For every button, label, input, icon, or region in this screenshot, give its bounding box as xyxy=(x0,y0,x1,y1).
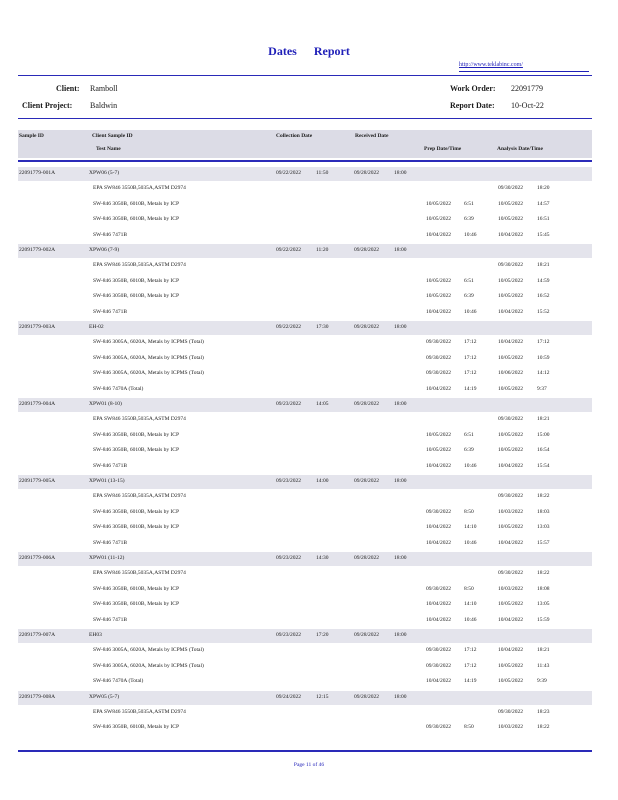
test-name: SW-846 3050B, 6010B, Metals by ICP xyxy=(93,277,180,284)
prep-date: 10/05/2022 xyxy=(426,431,452,438)
test-name: EPA SW846 3550B,5035A,ASTM D2974 xyxy=(93,570,186,577)
analysis-date: 09/30/2022 xyxy=(498,185,524,192)
header-bottom-rule xyxy=(18,118,592,119)
prep-time: 17:12 xyxy=(464,370,477,377)
sample-id: 22091779-003A xyxy=(19,324,56,330)
analysis-date: 10/05/2022 xyxy=(498,431,524,438)
received-date: 09/28/2022 xyxy=(354,693,380,700)
client-sample-id: EH03 xyxy=(89,632,102,638)
analysis-time: 14:59 xyxy=(537,277,550,284)
prep-date: 10/05/2022 xyxy=(426,277,452,284)
test-name: SW-846 3050B, 6010B, Metals by ICP xyxy=(93,524,180,531)
test-name: SW-846 3050B, 6010B, Metals by ICP xyxy=(93,601,180,608)
prep-date: 10/05/2022 xyxy=(426,447,452,454)
sample-row xyxy=(18,629,592,643)
prep-time: 10:46 xyxy=(464,462,477,469)
prep-date: 09/30/2022 xyxy=(426,662,452,669)
col-analysis-datetime: Analysis Date/Time xyxy=(497,146,543,152)
test-name: SW-846 3050B, 6010B, Metals by ICP xyxy=(93,585,180,592)
analysis-date: 10/05/2022 xyxy=(498,678,524,685)
collection-time: 17:20 xyxy=(316,632,329,638)
sample-id: 22091779-004A xyxy=(19,401,56,407)
prep-date: 09/30/2022 xyxy=(426,339,452,346)
analysis-time: 15:59 xyxy=(537,616,550,623)
collection-date: 09/22/2022 xyxy=(276,170,302,176)
prep-date: 09/30/2022 xyxy=(426,585,452,592)
analysis-date: 10/05/2022 xyxy=(498,293,524,300)
collection-time: 11:50 xyxy=(316,170,329,176)
test-name: SW-846 7471B xyxy=(93,462,128,469)
prep-date: 10/04/2022 xyxy=(426,308,452,315)
prep-date: 09/30/2022 xyxy=(426,508,452,515)
analysis-time: 18:22 xyxy=(537,724,550,731)
test-name: SW-846 3050B, 6010B, Metals by ICP xyxy=(93,447,180,454)
received-date: 09/28/2022 xyxy=(354,632,380,638)
work-order-label: Work Order: xyxy=(450,84,496,93)
collection-date: 09/23/2022 xyxy=(276,401,302,407)
analysis-time: 14:57 xyxy=(537,200,550,207)
prep-date: 10/04/2022 xyxy=(426,524,452,531)
analysis-date: 10/04/2022 xyxy=(498,539,524,546)
test-name: SW-846 3050B, 6010B, Metals by ICP xyxy=(93,431,180,438)
received-time: 18:00 xyxy=(394,324,407,330)
client-sample-id: XPW01 (8-10) xyxy=(89,401,122,407)
client-value: Ramboll xyxy=(90,84,118,93)
client-sample-id: XPW06 (5-7) xyxy=(89,170,120,176)
lab-website-link[interactable]: http://www.teklabinc.com/ xyxy=(459,62,523,68)
collection-time: 17:30 xyxy=(316,324,329,330)
collection-time: 12:15 xyxy=(316,693,329,700)
table-bottom-rule xyxy=(18,750,592,752)
sample-id: 22091779-001A xyxy=(19,170,56,176)
prep-time: 10:46 xyxy=(464,616,477,623)
test-name: SW-846 3050B, 6010B, Metals by ICP xyxy=(93,200,180,207)
col-test-name: Test Name xyxy=(96,146,121,152)
analysis-time: 9:37 xyxy=(537,385,547,392)
report-date-label: Report Date: xyxy=(450,101,495,110)
analysis-date: 10/03/2022 xyxy=(498,585,524,592)
prep-time: 14:10 xyxy=(464,524,477,531)
test-name: SW-846 7471B xyxy=(93,539,128,546)
received-time: 18:00 xyxy=(394,478,407,484)
analysis-time: 18:21 xyxy=(537,262,550,269)
analysis-date: 10/04/2022 xyxy=(498,462,524,469)
prep-time: 8:50 xyxy=(464,508,474,515)
analysis-time: 15:54 xyxy=(537,462,550,469)
prep-date: 09/30/2022 xyxy=(426,370,452,377)
prep-time: 10:46 xyxy=(464,308,477,315)
prep-time: 8:50 xyxy=(464,724,474,731)
sample-row xyxy=(18,321,592,335)
test-name: SW-846 3005A, 6020A, Metals by ICPMS (Total) xyxy=(93,662,204,669)
analysis-date: 10/05/2022 xyxy=(498,601,524,608)
test-name: SW-846 7471B xyxy=(93,308,128,315)
received-date: 09/28/2022 xyxy=(354,478,380,484)
analysis-time: 18:08 xyxy=(537,585,550,592)
analysis-date: 10/05/2022 xyxy=(498,385,524,392)
prep-date: 10/05/2022 xyxy=(426,293,452,300)
test-name: EPA SW846 3550B,5035A,ASTM D2974 xyxy=(93,416,186,423)
prep-date: 09/30/2022 xyxy=(426,354,452,361)
test-name: EPA SW846 3550B,5035A,ASTM D2974 xyxy=(93,709,186,715)
test-name: SW-846 7471B xyxy=(93,616,128,623)
test-name: SW-846 7470A (Total) xyxy=(93,385,144,392)
analysis-time: 18:20 xyxy=(537,185,550,192)
analysis-date: 10/04/2022 xyxy=(498,231,524,238)
analysis-time: 18:23 xyxy=(537,709,550,715)
client-sample-id: EH-02 xyxy=(89,324,104,330)
sample-id: 22091779-007A xyxy=(19,632,56,638)
analysis-time: 10:59 xyxy=(537,354,550,361)
analysis-time: 11:43 xyxy=(537,662,550,669)
test-name: SW-846 7470A (Total) xyxy=(93,678,144,685)
analysis-date: 10/05/2022 xyxy=(498,524,524,531)
analysis-time: 16:52 xyxy=(537,293,550,300)
sample-id: 22091779-002A xyxy=(19,247,56,253)
analysis-time: 13:03 xyxy=(537,524,550,531)
test-name: SW-846 7471B xyxy=(93,231,128,238)
collection-date: 09/24/2022 xyxy=(276,693,302,700)
analysis-time: 15:45 xyxy=(537,231,550,238)
prep-time: 14:19 xyxy=(464,385,477,392)
test-name: SW-846 3005A, 6020A, Metals by ICPMS (Total) xyxy=(93,339,204,346)
analysis-date: 09/30/2022 xyxy=(498,416,524,423)
analysis-time: 16:54 xyxy=(537,447,550,454)
sample-id: 22091779-008A xyxy=(19,693,56,700)
col-received-date: Received Date xyxy=(355,133,389,139)
prep-time: 6:51 xyxy=(464,277,474,284)
analysis-time: 15:57 xyxy=(537,539,550,546)
test-name: SW-846 3005A, 6020A, Metals by ICPMS (Total) xyxy=(93,354,204,361)
prep-time: 6:51 xyxy=(464,431,474,438)
client-sample-id: XPW05 (5-7) xyxy=(89,693,120,700)
analysis-date: 09/30/2022 xyxy=(498,709,524,715)
prep-date: 09/30/2022 xyxy=(426,724,452,731)
col-sample-id: Sample ID xyxy=(19,133,44,139)
prep-time: 6:39 xyxy=(464,293,474,300)
analysis-time: 14:12 xyxy=(537,370,550,377)
prep-time: 17:12 xyxy=(464,662,477,669)
analysis-date: 10/05/2022 xyxy=(498,354,524,361)
col-prep-datetime: Prep Date/Time xyxy=(424,146,462,152)
sample-id: 22091779-005A xyxy=(19,478,56,484)
analysis-time: 15:00 xyxy=(537,431,550,438)
client-label: Client: xyxy=(56,84,80,93)
prep-time: 10:46 xyxy=(464,231,477,238)
received-date: 09/28/2022 xyxy=(354,247,380,253)
analysis-time: 16:51 xyxy=(537,216,550,223)
col-collection-date: Collection Date xyxy=(276,133,313,139)
analysis-date: 10/04/2022 xyxy=(498,616,524,623)
test-name: EPA SW846 3550B,5035A,ASTM D2974 xyxy=(93,493,186,500)
collection-time: 14:00 xyxy=(316,478,329,484)
analysis-date: 10/06/2022 xyxy=(498,370,524,377)
analysis-time: 18:21 xyxy=(537,416,550,423)
analysis-time: 18:21 xyxy=(537,647,550,654)
received-time: 18:00 xyxy=(394,555,407,561)
prep-date: 10/04/2022 xyxy=(426,385,452,392)
client-project-value: Baldwin xyxy=(90,101,118,110)
analysis-date: 10/04/2022 xyxy=(498,339,524,346)
prep-time: 14:19 xyxy=(464,678,477,685)
prep-date: 10/04/2022 xyxy=(426,231,452,238)
analysis-time: 18:03 xyxy=(537,508,550,515)
received-date: 09/28/2022 xyxy=(354,555,380,561)
analysis-date: 10/03/2022 xyxy=(498,724,524,731)
collection-time: 14:30 xyxy=(316,555,329,561)
test-name: SW-846 3005A, 6020A, Metals by ICPMS (Total) xyxy=(93,647,204,654)
client-sample-id: XPW06 (7-9) xyxy=(89,247,120,253)
prep-date: 10/04/2022 xyxy=(426,601,452,608)
analysis-time: 18:22 xyxy=(537,493,550,500)
col-client-sample-id: Client Sample ID xyxy=(92,133,133,139)
received-time: 18:00 xyxy=(394,401,407,407)
prep-date: 10/04/2022 xyxy=(426,678,452,685)
analysis-time: 18:22 xyxy=(537,570,550,577)
prep-time: 8:50 xyxy=(464,585,474,592)
analysis-time: 15:52 xyxy=(537,308,550,315)
analysis-time: 9:39 xyxy=(537,678,547,685)
test-name: SW-846 3050B, 6010B, Metals by ICP xyxy=(93,724,180,731)
collection-date: 09/22/2022 xyxy=(276,324,302,330)
prep-time: 6:39 xyxy=(464,447,474,454)
received-date: 09/28/2022 xyxy=(354,170,380,176)
analysis-time: 17:12 xyxy=(537,339,550,346)
received-time: 18:00 xyxy=(394,247,407,253)
prep-time: 6:39 xyxy=(464,216,474,223)
prep-time: 17:12 xyxy=(464,647,477,654)
received-date: 09/28/2022 xyxy=(354,401,380,407)
report-date-value: 10-Oct-22 xyxy=(511,101,544,110)
analysis-date: 10/05/2022 xyxy=(498,277,524,284)
work-order-value: 22091779 xyxy=(511,84,543,93)
test-name: SW-846 3050B, 6010B, Metals by ICP xyxy=(93,293,180,300)
url-underline xyxy=(459,71,589,72)
received-time: 18:00 xyxy=(394,632,407,638)
test-name: EPA SW846 3550B,5035A,ASTM D2974 xyxy=(93,262,186,269)
analysis-date: 10/05/2022 xyxy=(498,662,524,669)
prep-time: 6:51 xyxy=(464,200,474,207)
analysis-date: 10/04/2022 xyxy=(498,647,524,654)
analysis-time: 13:05 xyxy=(537,601,550,608)
prep-date: 10/04/2022 xyxy=(426,539,452,546)
collection-time: 14:05 xyxy=(316,401,329,407)
test-name: EPA SW846 3550B,5035A,ASTM D2974 xyxy=(93,185,186,192)
collection-time: 11:20 xyxy=(316,247,329,253)
prep-date: 10/05/2022 xyxy=(426,216,452,223)
received-time: 18:00 xyxy=(394,693,407,700)
analysis-date: 10/05/2022 xyxy=(498,216,524,223)
prep-date: 09/30/2022 xyxy=(426,647,452,654)
analysis-date: 09/30/2022 xyxy=(498,262,524,269)
sample-id: 22091779-006A xyxy=(19,555,56,561)
collection-date: 09/23/2022 xyxy=(276,555,302,561)
collection-date: 09/23/2022 xyxy=(276,478,302,484)
prep-date: 10/04/2022 xyxy=(426,616,452,623)
analysis-date: 10/03/2022 xyxy=(498,508,524,515)
analysis-date: 10/04/2022 xyxy=(498,308,524,315)
analysis-date: 09/30/2022 xyxy=(498,493,524,500)
page-number: Page 11 of 46 xyxy=(293,762,325,768)
received-date: 09/28/2022 xyxy=(354,324,380,330)
analysis-date: 09/30/2022 xyxy=(498,570,524,577)
received-time: 18:00 xyxy=(394,170,407,176)
client-sample-id: XPW01 (13-15) xyxy=(89,478,125,484)
collection-date: 09/22/2022 xyxy=(276,247,302,253)
prep-time: 17:12 xyxy=(464,354,477,361)
test-name: SW-846 3005A, 6020A, Metals by ICPMS (Total) xyxy=(93,370,204,377)
client-project-label: Client Project: xyxy=(22,101,73,110)
prep-date: 10/04/2022 xyxy=(426,462,452,469)
prep-time: 17:12 xyxy=(464,339,477,346)
collection-date: 09/23/2022 xyxy=(276,632,302,638)
header-top-rule xyxy=(18,75,592,76)
prep-time: 10:46 xyxy=(464,539,477,546)
prep-date: 10/05/2022 xyxy=(426,200,452,207)
table-top-rule xyxy=(18,160,592,162)
report-title: Dates Report xyxy=(268,44,350,58)
analysis-date: 10/05/2022 xyxy=(498,447,524,454)
analysis-date: 10/05/2022 xyxy=(498,200,524,207)
test-name: SW-846 3050B, 6010B, Metals by ICP xyxy=(93,508,180,515)
test-name: SW-846 3050B, 6010B, Metals by ICP xyxy=(93,216,180,223)
prep-time: 14:10 xyxy=(464,601,477,608)
client-sample-id: XPW01 (11-12) xyxy=(89,555,125,561)
